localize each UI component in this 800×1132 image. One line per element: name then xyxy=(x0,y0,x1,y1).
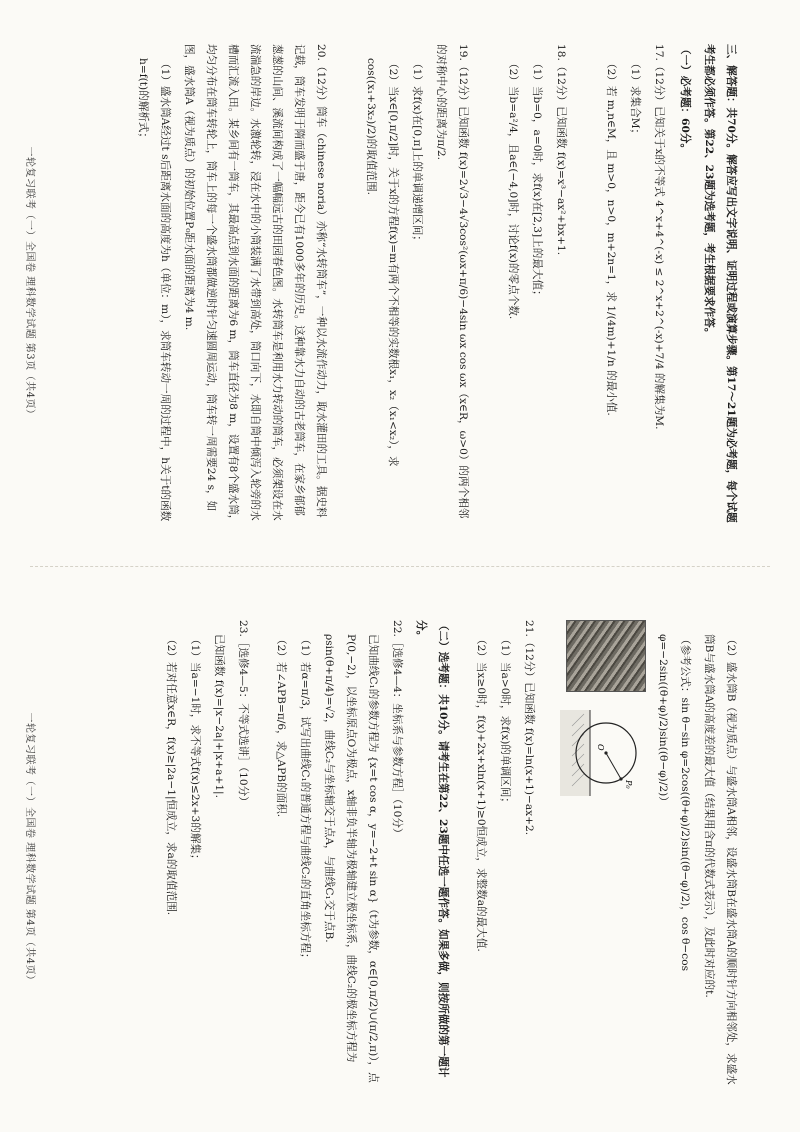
question-19: 19.（12分）已知函数 f(x)=2√3−4√3cos²(ωx+π/6)−4sin ωx cos ωx（x∈R，ω>0）的两个相邻的对称中心的距离为π/2. xyxy=(435,44,469,519)
question-23-body: 已知函数 f(x)=|x−2a|+|x+a+1|. xyxy=(213,634,225,798)
question-23-part-2: （2）若对任意x∈R，f(x)≥|2a−1|恒成立，求a的取值范围. xyxy=(165,634,177,916)
question-22: 22.［选修4—4：坐标系与参数方程］（10分） xyxy=(391,620,403,839)
question-18-part-1: （1）当b=0，a=0时，求f(x)在[2,3]上的最大值； xyxy=(531,58,543,301)
question-17: 17.（12分）已知关于x的不等式 4^x+4^(-x) ≤ 2^x+2^(-x)+7/4 的解集为M. xyxy=(653,44,665,430)
question-22-body: 已知曲线C₁的参数方程为 {x=t cos α，y=−2+t sin α}（t为参数，α∈[0,π/2)∪(π/2,π)），点P(0,−2)，以坐标原点O为极点，x轴非负半轴为极轴建立极坐标系，曲线C₂的极坐标方程为 ρsin(θ+π/4)=√2，曲线C₂与坐标轴交于点A，与曲线C₁交于点B. xyxy=(323,634,379,1083)
page-footer: 一轮复习联考（一）全国卷 理科数学试题 第3页（共4页） xyxy=(24,146,35,420)
p0-label: P₀ xyxy=(624,780,633,789)
section-title: 三、解答题：共70分。解答应写出文字说明、证明过程或演算步骤。第17～21题为必考题，每个试题考生都必须作答。第22、23题为选考题，考生根据要求作答。 xyxy=(703,44,737,523)
optional-heading: （二）选考题：共10分。请考生在第22、23题中任选一题作答。如果多做，则按所做的第一题计分。 xyxy=(415,620,449,1078)
question-22-part-2: （2）若∠APB=π/6，求△APB的面积. xyxy=(275,634,287,818)
question-20: 20.（12分）筒车（chinese noria）亦称“水转筒车”，一种以水流作动力，取水灌田的工具。据史料记载，筒车发明于隋而盛于唐，距今已有1000多年的历史。这种靠水力自动的古老筒车，在家乡郁郁葱葱的山间、溪流间构成了一幅幅远古的田园春色图。水转筒车是利用水力转动的筒车，必须架设在水流湍急的岸边。水激轮转，浸在水中的小筒装满了水带到高处，筒口向下，水即自筒中倾泻入轮旁的水槽而汇流入田。某乡间有一筒车，其最高点到水面的距离为6 m，筒车直径为8 m，设置有8个盛水筒，均匀分布在筒车转轮上，筒车上的每一个盛水筒都做逆时针匀速圆周运动，筒车转一周需要24 s，如图，盛水筒A（视为质点）的初始位置P₀距水面的距离为4 m. xyxy=(183,44,327,526)
question-19-part-1: （1）求f(x)在[0,π]上的单调递增区间； xyxy=(411,58,423,246)
question-18: 18.（12分）已知函数 f(x)=x³−ax²+bx+1. xyxy=(555,44,567,256)
center-label: O xyxy=(596,744,605,751)
question-20-part-1: （1）盛水筒A经过t s后距离水面的高度为h（单位：m），求筒车转动一周的过程中，h关于t的函数h=f(t)的解析式； xyxy=(137,58,171,522)
question-19-part-2: （2）当x∈[0,π/2]时，关于x的方程f(x)=m有两个不相等的实数根x₁，x₂（x₁<x₂），求cos((x₁+3x₂)/2)的取值范围. xyxy=(365,58,399,467)
question-21: 21.（12分）已知函数 f(x)=ln(x+1)−ax+2. xyxy=(523,620,535,836)
question-20-reference: （参考公式：sin θ−sin φ=2cos((θ+φ)/2)sin((θ−φ)/2)，cos θ−cos φ=−2sin((θ+φ)/2)sin((θ−φ)/2)） xyxy=(657,634,691,972)
required-heading: （一）必考题：60分。 xyxy=(679,44,691,155)
question-18-part-2: （2）当b=a²/4，且a∈(−4,0]时，讨论f(x)的零点个数. xyxy=(507,58,519,320)
exam-page-4 xyxy=(0,566,800,1132)
question-23: 23.［选修4—5：不等式选讲］（10分） xyxy=(237,620,249,807)
question-17-part-1: （1）求集合M； xyxy=(629,58,641,140)
noria-photo xyxy=(566,620,646,692)
question-23-part-1: （1）当a=−1时，求不等式f(x)≤2x+3的解集； xyxy=(189,634,201,865)
noria-diagram xyxy=(560,710,646,796)
question-20-part-2: （2）盛水筒B（视为质点）与盛水筒A相邻，设盛水筒B在盛水筒A的顺时针方向相邻处，求盛水筒B与盛水筒A的高度差的最大值（结果用含π的代数式表示），及此时对应的t. xyxy=(703,634,737,1085)
question-21-part-2: （2）当x≥0时，f(x)+2x+xln(x+1)≥0恒成立，求整数a的最大值. xyxy=(475,634,487,952)
question-21-part-1: （1）当a>0时，求f(x)的单调区间； xyxy=(499,634,511,808)
noria-figures xyxy=(560,620,646,1092)
question-17-part-2: （2）若 m,n∈M，且 m>0，n>0，m+2n=1，求 1/(4m)+1/n 的最小值. xyxy=(605,58,617,416)
question-22-part-1: （1）若α=π/3，试写出曲线C₁的普通方程与曲线C₂的直角坐标方程； xyxy=(299,634,311,964)
page-footer: 一轮复习联考（一）全国卷 理科数学试题 第4页（共4页） xyxy=(24,712,35,986)
